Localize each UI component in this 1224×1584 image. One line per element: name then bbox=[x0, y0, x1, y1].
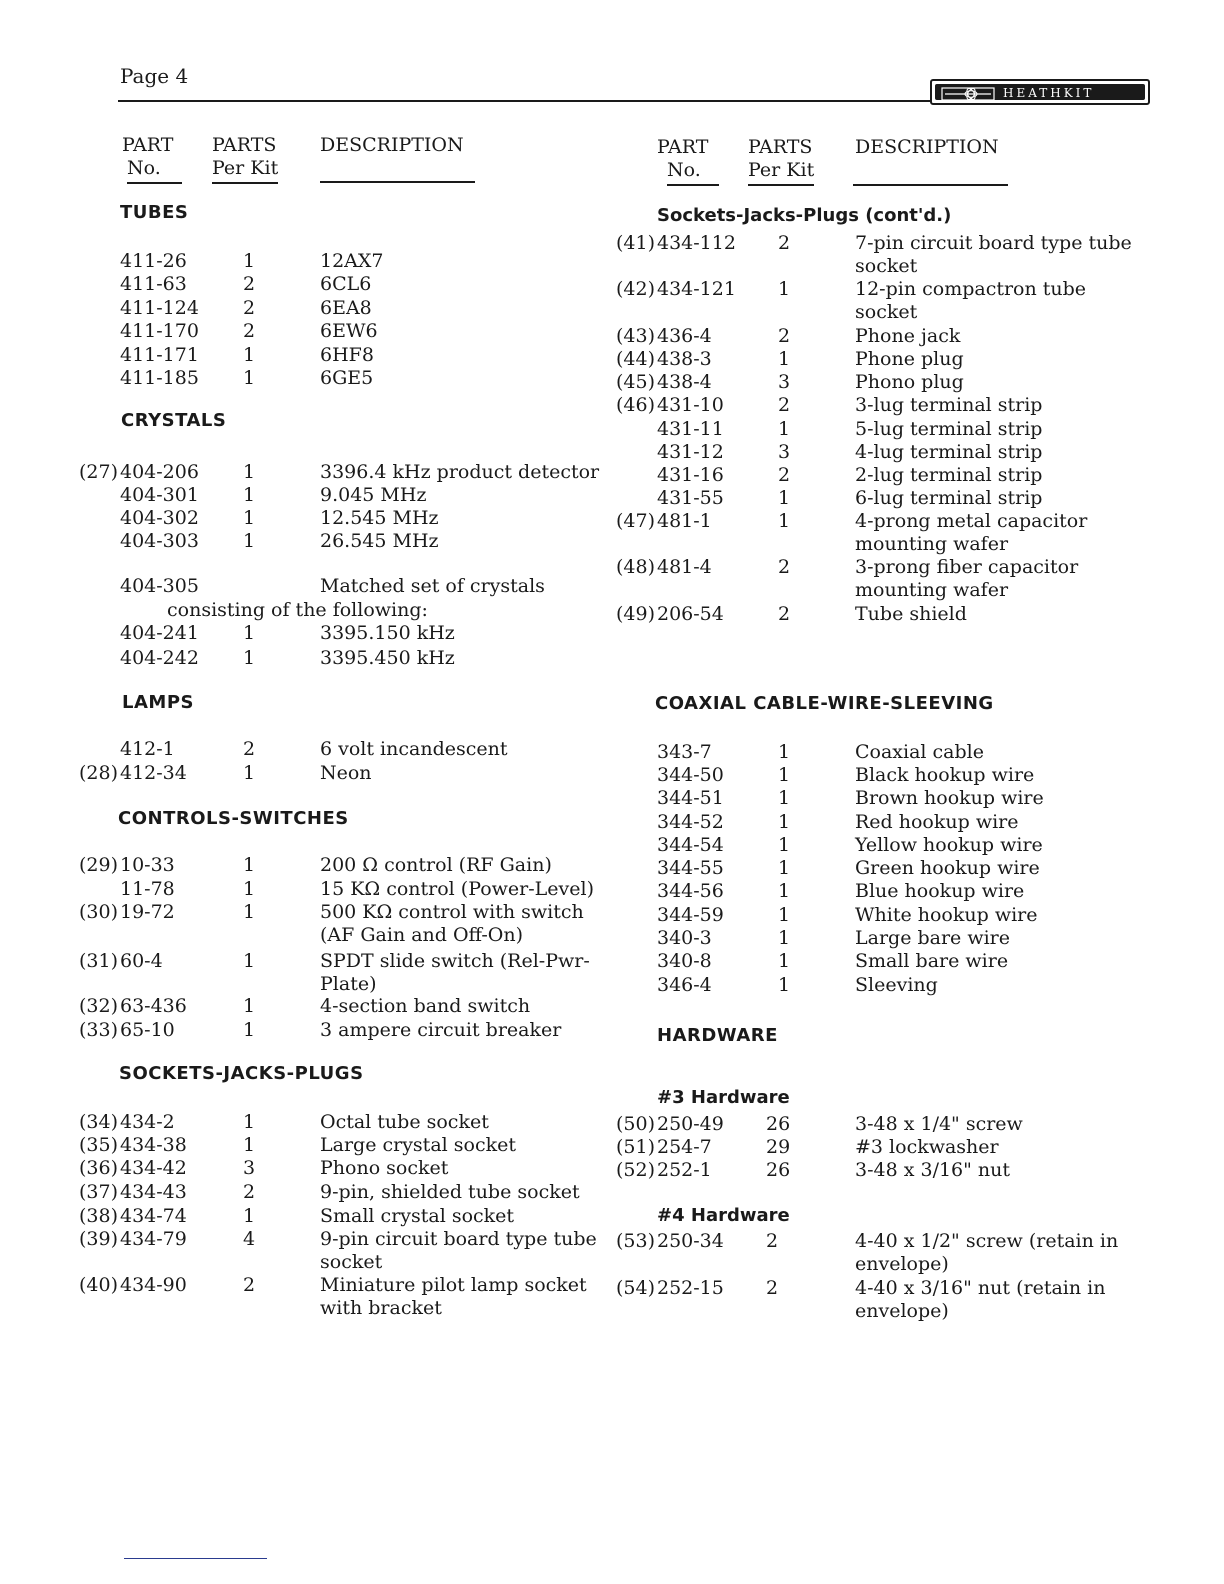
part-description: Small crystal socket bbox=[320, 1205, 515, 1227]
part-description: 12.545 MHz bbox=[320, 507, 439, 529]
parts-per-kit: 1 bbox=[778, 418, 791, 440]
parts-per-kit: 1 bbox=[243, 647, 256, 669]
heathkit-emblem-icon bbox=[941, 86, 995, 102]
part-number: 412-1 bbox=[120, 738, 175, 760]
part-number: 404-305 bbox=[120, 575, 199, 597]
part-number: 431-10 bbox=[657, 394, 724, 416]
part-number: 436-4 bbox=[657, 325, 712, 347]
part-number: 434-121 bbox=[657, 278, 736, 300]
reference-key: (45) bbox=[615, 371, 655, 393]
parts-per-kit: 1 bbox=[243, 484, 256, 506]
footnote-rule bbox=[124, 1558, 267, 1559]
part-number: 411-124 bbox=[120, 297, 199, 319]
parts-per-kit: 1 bbox=[243, 507, 256, 529]
part-description: 4-40 x 1/2" screw (retain in envelope) bbox=[855, 1230, 1119, 1275]
part-number: 412-34 bbox=[120, 762, 187, 784]
part-description: 6GE5 bbox=[320, 367, 374, 389]
header-description-rule-left bbox=[320, 181, 475, 183]
part-description: Black hookup wire bbox=[855, 764, 1035, 786]
part-description: 4-section band switch bbox=[320, 995, 531, 1017]
part-number: 411-26 bbox=[120, 250, 187, 272]
part-description: Yellow hookup wire bbox=[855, 834, 1043, 856]
part-number: 344-59 bbox=[657, 904, 724, 926]
parts-per-kit: 1 bbox=[778, 510, 791, 532]
section-title-sockets-jacks-plugs: SOCKETS-JACKS-PLUGS bbox=[119, 1063, 364, 1084]
part-number: 431-11 bbox=[657, 418, 724, 440]
parts-per-kit: 1 bbox=[778, 834, 791, 856]
part-number: 404-242 bbox=[120, 647, 199, 669]
parts-per-kit: 4 bbox=[243, 1228, 256, 1250]
reference-key: (30) bbox=[78, 901, 118, 923]
part-number: 431-16 bbox=[657, 464, 724, 486]
part-number: 340-3 bbox=[657, 927, 712, 949]
part-number: 411-63 bbox=[120, 273, 187, 295]
part-description: Octal tube socket bbox=[320, 1111, 489, 1133]
part-number: 11-78 bbox=[120, 878, 175, 900]
part-description: Phone jack bbox=[855, 325, 961, 347]
reference-key: (46) bbox=[615, 394, 655, 416]
part-number: 434-38 bbox=[120, 1134, 187, 1156]
part-description: 6EA8 bbox=[320, 297, 372, 319]
part-description: 3 ampere circuit breaker bbox=[320, 1019, 562, 1041]
parts-per-kit: 1 bbox=[778, 857, 791, 879]
header-per-kit-label: Per Kit bbox=[748, 159, 814, 186]
parts-per-kit: 1 bbox=[778, 927, 791, 949]
part-description: 9.045 MHz bbox=[320, 484, 427, 506]
part-number: 344-51 bbox=[657, 787, 724, 809]
part-description: 12AX7 bbox=[320, 250, 384, 272]
part-description: SPDT slide switch (Rel-Pwr-Plate) bbox=[320, 950, 590, 995]
reference-key: (41) bbox=[615, 232, 655, 254]
parts-per-kit: 26 bbox=[766, 1113, 791, 1135]
part-description: 5-lug terminal strip bbox=[855, 418, 1043, 440]
reference-key: (54) bbox=[615, 1277, 655, 1299]
part-description: 26.545 MHz bbox=[320, 530, 439, 552]
parts-per-kit: 2 bbox=[243, 273, 256, 295]
parts-per-kit: 1 bbox=[778, 348, 791, 370]
reference-key: (37) bbox=[78, 1181, 118, 1203]
part-description: 6EW6 bbox=[320, 320, 378, 342]
header-rule bbox=[118, 100, 930, 102]
part-number: 63-436 bbox=[120, 995, 187, 1017]
part-number: 206-54 bbox=[657, 603, 724, 625]
part-description: 3395.450 kHz bbox=[320, 647, 455, 669]
parts-per-kit: 1 bbox=[778, 811, 791, 833]
parts-per-kit: 2 bbox=[766, 1277, 779, 1299]
header-description-right: DESCRIPTION bbox=[855, 136, 999, 158]
part-description: Phone plug bbox=[855, 348, 964, 370]
part-description: Neon bbox=[320, 762, 372, 784]
parts-per-kit: 1 bbox=[243, 878, 256, 900]
section-title-crystals: CRYSTALS bbox=[121, 410, 227, 431]
section-title-lamps: LAMPS bbox=[122, 692, 194, 713]
reference-key: (51) bbox=[615, 1136, 655, 1158]
part-number: 344-56 bbox=[657, 880, 724, 902]
parts-per-kit: 2 bbox=[778, 232, 791, 254]
part-description: Red hookup wire bbox=[855, 811, 1019, 833]
part-description: Tube shield bbox=[855, 603, 967, 625]
part-description: 200 Ω control (RF Gain) bbox=[320, 854, 552, 876]
parts-per-kit: 1 bbox=[243, 950, 256, 972]
part-description: White hookup wire bbox=[855, 904, 1038, 926]
matched-set-note: consisting of the following: bbox=[167, 599, 428, 621]
part-number: 344-52 bbox=[657, 811, 724, 833]
section-title-controls-switches: CONTROLS-SWITCHES bbox=[118, 808, 349, 829]
part-description: Sleeving bbox=[855, 974, 938, 996]
parts-per-kit: 1 bbox=[778, 278, 791, 300]
parts-per-kit: 1 bbox=[778, 904, 791, 926]
part-number: 411-171 bbox=[120, 344, 199, 366]
part-description: 6 volt incandescent bbox=[320, 738, 508, 760]
reference-key: (47) bbox=[615, 510, 655, 532]
header-parts-left bbox=[212, 134, 278, 184]
part-description: 6CL6 bbox=[320, 273, 372, 295]
part-number: 404-302 bbox=[120, 507, 199, 529]
part-number: 434-42 bbox=[120, 1157, 187, 1179]
part-description: Small bare wire bbox=[855, 950, 1009, 972]
part-number: 434-90 bbox=[120, 1274, 187, 1296]
parts-per-kit: 2 bbox=[243, 738, 256, 760]
part-description: 3-lug terminal strip bbox=[855, 394, 1043, 416]
parts-per-kit: 1 bbox=[243, 762, 256, 784]
part-description: 9-pin, shielded tube socket bbox=[320, 1181, 580, 1203]
part-description: 6HF8 bbox=[320, 344, 374, 366]
part-description: 3-48 x 1/4" screw bbox=[855, 1113, 1023, 1135]
part-number: 254-7 bbox=[657, 1136, 712, 1158]
reference-key: (44) bbox=[615, 348, 655, 370]
part-number: 434-112 bbox=[657, 232, 736, 254]
parts-per-kit: 1 bbox=[243, 367, 256, 389]
reference-key: (43) bbox=[615, 325, 655, 347]
parts-per-kit: 1 bbox=[243, 901, 256, 923]
parts-per-kit: 1 bbox=[778, 974, 791, 996]
parts-per-kit: 1 bbox=[243, 1134, 256, 1156]
part-number: 250-34 bbox=[657, 1230, 724, 1252]
part-description: 2-lug terminal strip bbox=[855, 464, 1043, 486]
part-number: 343-7 bbox=[657, 741, 712, 763]
part-number: 252-15 bbox=[657, 1277, 724, 1299]
parts-per-kit: 29 bbox=[766, 1136, 791, 1158]
parts-per-kit: 2 bbox=[243, 320, 256, 342]
header-per-kit-label: Per Kit bbox=[212, 157, 278, 184]
part-number: 434-79 bbox=[120, 1228, 187, 1250]
section-title-sockets-contd: Sockets-Jacks-Plugs (cont'd.) bbox=[657, 205, 952, 226]
reference-key: (32) bbox=[78, 995, 118, 1017]
parts-per-kit: 2 bbox=[243, 1274, 256, 1296]
part-description: Large crystal socket bbox=[320, 1134, 516, 1156]
parts-per-kit: 1 bbox=[243, 1111, 256, 1133]
part-description: 3396.4 kHz product detector bbox=[320, 461, 600, 483]
reference-key: (52) bbox=[615, 1159, 655, 1181]
part-description: 12-pin compactron tube socket bbox=[855, 278, 1087, 323]
part-description: Matched set of crystals bbox=[320, 575, 545, 597]
part-number: 431-55 bbox=[657, 487, 724, 509]
part-number: 434-74 bbox=[120, 1205, 187, 1227]
parts-per-kit: 3 bbox=[778, 441, 791, 463]
part-number: 438-4 bbox=[657, 371, 712, 393]
part-description: 3-48 x 3/16" nut bbox=[855, 1159, 1011, 1181]
part-number: 340-8 bbox=[657, 950, 712, 972]
part-description: Phono socket bbox=[320, 1157, 449, 1179]
part-number: 60-4 bbox=[120, 950, 163, 972]
parts-per-kit: 1 bbox=[243, 344, 256, 366]
part-description: Phono plug bbox=[855, 371, 964, 393]
header-part-label: PART bbox=[657, 136, 709, 158]
parts-per-kit: 2 bbox=[778, 325, 791, 347]
part-number: 404-206 bbox=[120, 461, 199, 483]
part-description: Large bare wire bbox=[855, 927, 1010, 949]
part-number: 65-10 bbox=[120, 1019, 175, 1041]
parts-per-kit: 26 bbox=[766, 1159, 791, 1181]
part-description: 9-pin circuit board type tube socket bbox=[320, 1228, 597, 1273]
part-number: 10-33 bbox=[120, 854, 175, 876]
section-title-hardware: HARDWARE bbox=[657, 1025, 778, 1046]
reference-key: (48) bbox=[615, 556, 655, 578]
subsection-title-3-hardware: #3 Hardware bbox=[657, 1087, 790, 1108]
part-description: Miniature pilot lamp socket with bracket bbox=[320, 1274, 587, 1319]
reference-key: (33) bbox=[78, 1019, 118, 1041]
header-part-right bbox=[657, 136, 719, 186]
brand-name: HEATHKIT bbox=[1003, 86, 1095, 100]
parts-per-kit: 1 bbox=[778, 764, 791, 786]
header-part-left bbox=[122, 134, 182, 184]
parts-per-kit: 2 bbox=[243, 297, 256, 319]
parts-per-kit: 1 bbox=[243, 854, 256, 876]
header-parts-label: PARTS bbox=[212, 134, 277, 156]
part-description: Brown hookup wire bbox=[855, 787, 1044, 809]
part-number: 19-72 bbox=[120, 901, 175, 923]
section-title-coaxial-cable: COAXIAL CABLE-WIRE-SLEEVING bbox=[655, 693, 994, 714]
parts-per-kit: 1 bbox=[778, 950, 791, 972]
parts-per-kit: 2 bbox=[778, 394, 791, 416]
parts-per-kit: 1 bbox=[243, 622, 256, 644]
part-description: 6-lug terminal strip bbox=[855, 487, 1043, 509]
parts-per-kit: 2 bbox=[778, 464, 791, 486]
reference-key: (35) bbox=[78, 1134, 118, 1156]
part-number: 344-54 bbox=[657, 834, 724, 856]
header-no-label: No. bbox=[667, 159, 719, 186]
reference-key: (27) bbox=[78, 461, 118, 483]
parts-per-kit: 2 bbox=[778, 603, 791, 625]
reference-key: (39) bbox=[78, 1228, 118, 1250]
reference-key: (40) bbox=[78, 1274, 118, 1296]
header-description-rule-right bbox=[853, 184, 1008, 186]
part-number: 438-3 bbox=[657, 348, 712, 370]
parts-per-kit: 1 bbox=[243, 1019, 256, 1041]
part-description: 4-40 x 3/16" nut (retain in envelope) bbox=[855, 1277, 1106, 1322]
part-description: 3395.150 kHz bbox=[320, 622, 455, 644]
part-number: 434-2 bbox=[120, 1111, 175, 1133]
part-description: Coaxial cable bbox=[855, 741, 984, 763]
parts-per-kit: 1 bbox=[243, 250, 256, 272]
part-number: 344-50 bbox=[657, 764, 724, 786]
parts-per-kit: 2 bbox=[766, 1230, 779, 1252]
part-number: 434-43 bbox=[120, 1181, 187, 1203]
parts-per-kit: 2 bbox=[243, 1181, 256, 1203]
part-number: 481-1 bbox=[657, 510, 712, 532]
reference-key: (42) bbox=[615, 278, 655, 300]
header-no-label: No. bbox=[127, 157, 182, 184]
header-description-left: DESCRIPTION bbox=[320, 134, 464, 156]
part-description: Blue hookup wire bbox=[855, 880, 1025, 902]
heathkit-logo bbox=[930, 79, 1150, 105]
part-description: 500 KΩ control with switch (AF Gain and Off-On) bbox=[320, 901, 584, 946]
parts-per-kit: 1 bbox=[243, 530, 256, 552]
parts-per-kit: 1 bbox=[243, 461, 256, 483]
reference-key: (34) bbox=[78, 1111, 118, 1133]
part-description: 4-lug terminal strip bbox=[855, 441, 1043, 463]
part-number: 411-185 bbox=[120, 367, 199, 389]
header-parts-right bbox=[748, 136, 814, 186]
parts-per-kit: 1 bbox=[243, 995, 256, 1017]
part-number: 404-301 bbox=[120, 484, 199, 506]
header-part-label: PART bbox=[122, 134, 174, 156]
header-parts-label: PARTS bbox=[748, 136, 813, 158]
reference-key: (36) bbox=[78, 1157, 118, 1179]
reference-key: (31) bbox=[78, 950, 118, 972]
part-number: 431-12 bbox=[657, 441, 724, 463]
parts-per-kit: 1 bbox=[778, 787, 791, 809]
part-description: Green hookup wire bbox=[855, 857, 1040, 879]
section-title-tubes: TUBES bbox=[120, 202, 189, 223]
part-number: 346-4 bbox=[657, 974, 712, 996]
part-number: 481-4 bbox=[657, 556, 712, 578]
reference-key: (29) bbox=[78, 854, 118, 876]
part-number: 252-1 bbox=[657, 1159, 712, 1181]
part-description: 4-prong metal capacitor mounting wafer bbox=[855, 510, 1088, 555]
reference-key: (38) bbox=[78, 1205, 118, 1227]
reference-key: (49) bbox=[615, 603, 655, 625]
page-number: Page 4 bbox=[120, 64, 189, 88]
subsection-title-4-hardware: #4 Hardware bbox=[657, 1205, 790, 1226]
parts-per-kit: 1 bbox=[778, 741, 791, 763]
part-number: 404-241 bbox=[120, 622, 199, 644]
part-number: 250-49 bbox=[657, 1113, 724, 1135]
parts-per-kit: 2 bbox=[778, 556, 791, 578]
parts-per-kit: 3 bbox=[778, 371, 791, 393]
part-description: 15 KΩ control (Power-Level) bbox=[320, 878, 594, 900]
reference-key: (53) bbox=[615, 1230, 655, 1252]
reference-key: (28) bbox=[78, 762, 118, 784]
parts-per-kit: 1 bbox=[778, 487, 791, 509]
parts-per-kit: 1 bbox=[243, 1205, 256, 1227]
part-number: 411-170 bbox=[120, 320, 199, 342]
part-description: 7-pin circuit board type tube socket bbox=[855, 232, 1132, 277]
reference-key: (50) bbox=[615, 1113, 655, 1135]
part-description: 3-prong fiber capacitor mounting wafer bbox=[855, 556, 1079, 601]
part-number: 344-55 bbox=[657, 857, 724, 879]
parts-per-kit: 3 bbox=[243, 1157, 256, 1179]
part-number: 404-303 bbox=[120, 530, 199, 552]
part-description: #3 lockwasher bbox=[855, 1136, 999, 1158]
parts-per-kit: 1 bbox=[778, 880, 791, 902]
